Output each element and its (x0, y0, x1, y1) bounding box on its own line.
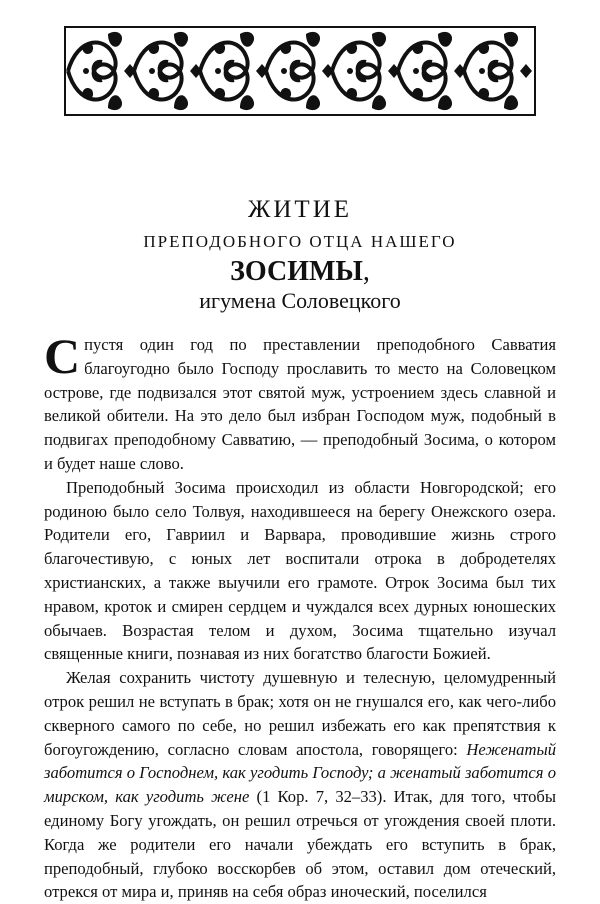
scripture-reference: (1 Кор. 7, 32–33) (249, 787, 383, 807)
subtitle-line: ПРЕПОДОБНОГО ОТЦА НАШЕГО (143, 232, 457, 251)
saint-name-text: ЗОСИМЫ (230, 256, 363, 287)
body-text (44, 328, 557, 904)
saint-name-comma: , (362, 256, 370, 287)
drop-cap: С (44, 328, 81, 384)
saint-title: игумена Соловецкого (199, 288, 401, 313)
title-zhitie: ЖИТИЕ (247, 196, 353, 223)
paragraph-1 (44, 328, 556, 476)
paragraph-2: Преподобный Зосима происходил из области Новгородской; его родиною было село Толвуя, находившееся на берегу Онежского озера. Родители его, Гавриил и Варвара, проводившие жизнь строго благочестивую, с юных лет воспитали отрока в добродетелях христианских, а также выучили его грамоте. Отрок Зосима был тих нравом, кроток и смирен сердцем и чуждался всех дурных юношеских обычаев. Возрастая телом и духом, Зосима тщательно изучал священные книги, познавая из них богатство благости Божией. (44, 477, 556, 664)
saint-name (0, 256, 600, 288)
paragraph-3-text-a: Желая сохранить чистоту душевную и телесную, целомудренный отрок решил не вступать в брак; хотя он не гнушался его, как чего-либо скверного самого по себе, но решил избежать его как препятствия к богоугождению, согласно словам апостола, говорящего: (44, 668, 556, 759)
decorative-header-ornament (64, 26, 536, 116)
paragraph-1-text: пустя один год по преставлении преподобного Савватия благоугодно было Господу прославить то место на Соловецком острове, где подвизался этот святой муж, устроением здесь славной и великой обители. На это дело был избран Господом муж, подобный в подвигах преподобному Савватию, — преподобный Зосима, о котором и будет наше слово. (44, 335, 556, 473)
paragraph-3 (44, 666, 556, 904)
paragraph-3-text-b: . Итак, для того, чтобы единому Богу угождать, он решил отречься от угождения своей плоти. Когда же родители его начали убеждать его вступить в брак, преподобный, глубоко восскорбев об этом, оставил дом отеческий, отрекся от мира и, приняв на себя образ иноческий, поселился (44, 787, 557, 902)
scripture-quote: Неженатый заботится о Господнем, как угодить Господу; а женатый заботится о мирском, как угодить жене (44, 739, 556, 807)
